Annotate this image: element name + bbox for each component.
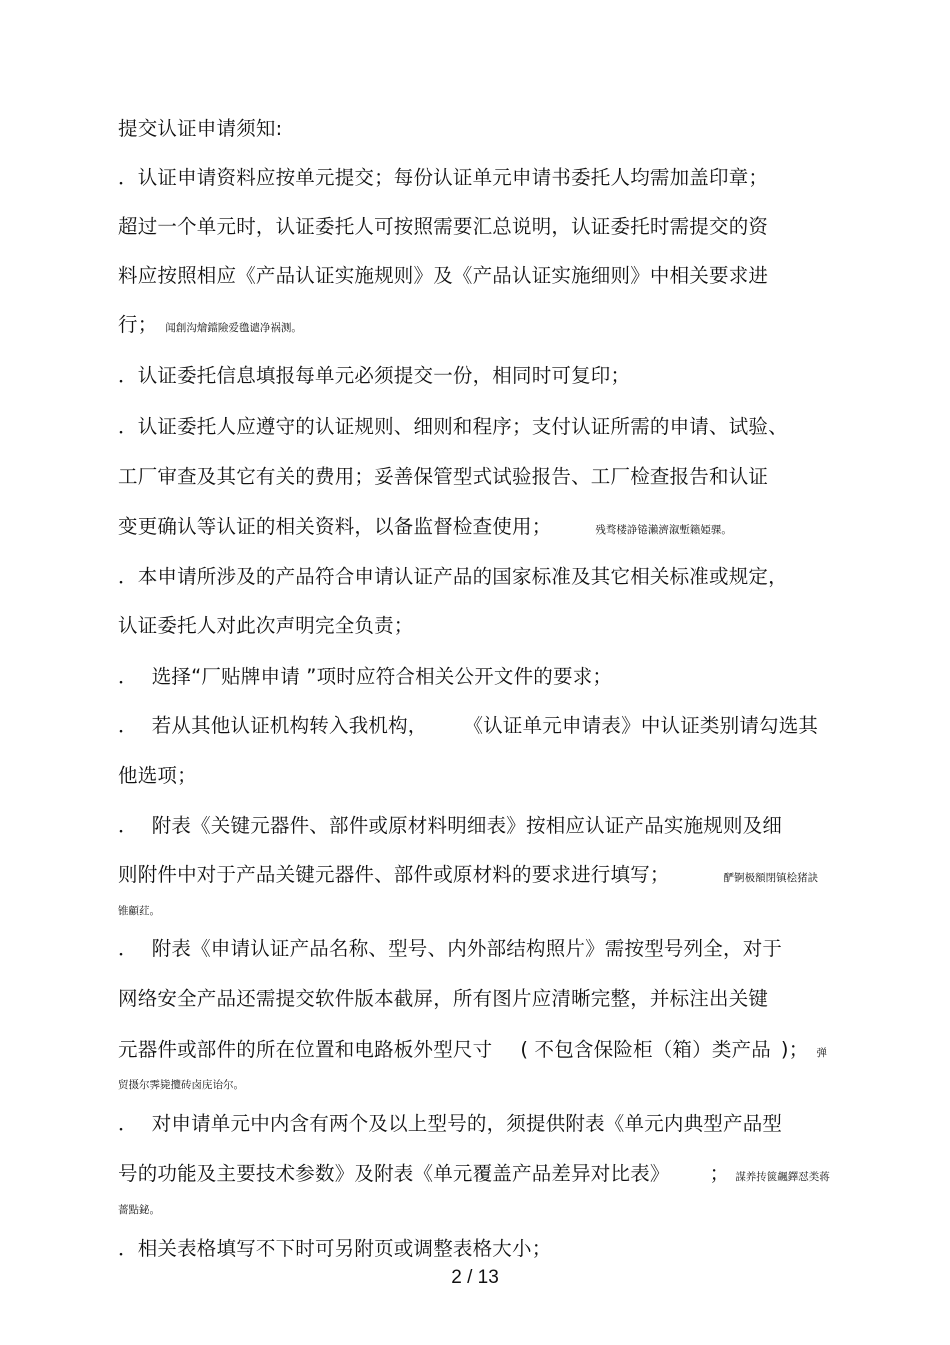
notice-item-9-line-1 xyxy=(118,1111,782,1137)
notice-item-7-text: 附表《关键元器件、部件或原材料明细表》按相应认证产品实施规则及细 xyxy=(151,814,783,837)
garbled-note-1: 闻創沟燴鐺險爱氇谴净祸测。 xyxy=(165,322,302,334)
notice-item-8-line-2: 网络安全产品还需提交软件版本截屏，所有图片应清晰完整，并标注出关键 xyxy=(118,987,769,1010)
notice-item-7-line-1 xyxy=(118,813,782,839)
notice-item-8-line-3-text-c: )； xyxy=(780,1038,809,1061)
garbled-note-2: 残骛楼諍锩瀨濟溆塹籟婭骒。 xyxy=(595,524,732,536)
notice-item-3-line-3-text: 变更确认等认证的相关资料，以备监督检查使用； xyxy=(118,515,552,538)
notice-item-8-line-3-text-a: 元器件或部件的所在位置和电路板外型尺寸 xyxy=(118,1038,493,1061)
notice-item-7-line-2 xyxy=(118,862,818,888)
garbled-note-4-continued: 贸摄尔霁毙攬砖卤庑诒尔。 xyxy=(118,1079,244,1091)
notice-item-8-bullet: ． xyxy=(118,937,138,960)
notice-item-3-line-3 xyxy=(118,514,732,540)
notice-item-8-text: 附表《申请认证产品名称、型号、内外部结构照片》需按型号列全，对于 xyxy=(151,937,783,960)
garbled-note-3-continued: 锥顧荭。 xyxy=(118,905,160,917)
notice-item-6-line-2: 他选项； xyxy=(118,764,197,787)
notice-item-9-bullet: ． xyxy=(118,1112,138,1135)
page-number: 2 / 13 xyxy=(451,1267,499,1288)
notice-item-8-line-1 xyxy=(118,936,782,962)
notice-item-7-line-2-text: 则附件中对于产品关键元器件、部件或原材料的要求进行填写； xyxy=(118,863,670,886)
notice-item-5-bullet: ． xyxy=(118,665,138,688)
notice-item-5-text: 选择“厂贴牌申请 ”项时应符合相关公开文件的要求； xyxy=(151,665,613,688)
garbled-note-5: 謀养抟篋飆鐸怼类蒋 xyxy=(735,1171,830,1183)
notice-item-9-text: 对申请单元中内含有两个及以上型号的，须提供附表《单元内典型产品型 xyxy=(151,1112,783,1135)
notice-item-6-bullet: ． xyxy=(118,714,138,737)
notice-item-6-text-b: 《认证单元申请表》中认证类别请勾选其 xyxy=(463,714,819,737)
notice-item-9-line-2-text: 号的功能及主要技术参数》及附表《单元覆盖产品差异对比表》 xyxy=(118,1162,670,1185)
notice-item-6-line-1 xyxy=(118,713,818,739)
notice-item-5 xyxy=(118,664,612,690)
notice-item-6-text-a: 若从其他认证机构转入我机构， xyxy=(151,714,428,737)
garbled-note-3: 酽锕极額閉镇桧猪訣 xyxy=(723,872,819,884)
notice-item-9-line-2-end: ； xyxy=(709,1162,730,1185)
notice-item-2: ．认证委托信息填报每单元必须提交一份，相同时可复印； xyxy=(118,364,631,387)
notice-item-3-line-2: 工厂审查及其它有关的费用；妥善保管型式试验报告、工厂检查报告和认证 xyxy=(118,465,769,488)
notice-item-1-line-2: 超过一个单元时，认证委托人可按照需要汇总说明，认证委托时需提交的资 xyxy=(118,215,769,238)
garbled-note-4: 弹 xyxy=(816,1047,827,1059)
notice-item-4-line-2: 认证委托人对此次声明完全负责； xyxy=(118,614,414,637)
notice-item-1-line-4-text: 行； xyxy=(118,313,158,336)
notice-item-1-line-1: ．认证申请资料应按单元提交；每份认证单元申请书委托人均需加盖印章； xyxy=(118,166,769,189)
notice-item-1-line-3: 料应按照相应《产品认证实施规则》及《产品认证实施细则》中相关要求进 xyxy=(118,264,769,287)
notice-item-3-line-1: ．认证委托人应遵守的认证规则、细则和程序；支付认证所需的申请、试验、 xyxy=(118,415,788,438)
notice-heading: 提交认证申请须知: xyxy=(118,117,283,140)
notice-item-8-line-3 xyxy=(118,1037,827,1063)
notice-item-8-line-3-text-b: ( 不包含保险柜（箱）类产品 xyxy=(520,1038,771,1061)
garbled-note-5-continued: 薔點鉍。 xyxy=(118,1204,160,1216)
notice-item-9-line-2 xyxy=(118,1161,830,1187)
notice-item-4-line-1: ．本申请所涉及的产品符合申请认证产品的国家标准及其它相关标准或规定， xyxy=(118,565,788,588)
notice-item-1-line-4 xyxy=(118,312,302,338)
notice-item-7-bullet: ． xyxy=(118,814,138,837)
notice-item-10: ．相关表格填写不下时可另附页或调整表格大小； xyxy=(118,1237,552,1260)
